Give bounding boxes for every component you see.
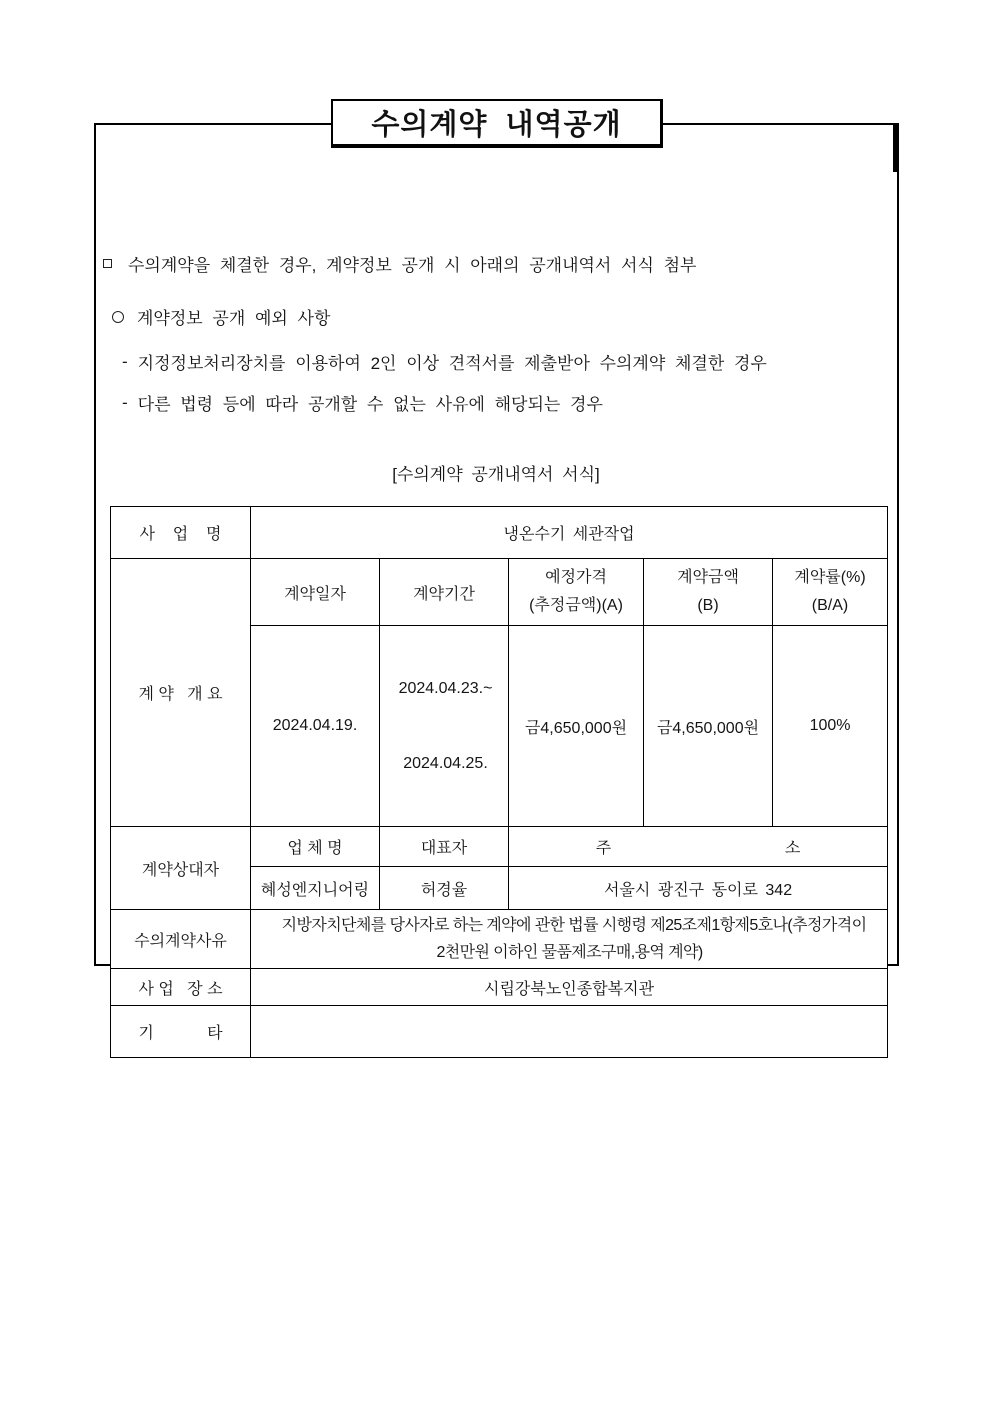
circle-bullet-icon — [112, 311, 124, 323]
intro-line-3-text: 지정정보처리장치를 이용하여 2인 이상 견적서를 제출받아 수의계약 체결한 경우 — [137, 354, 767, 373]
disclosure-table — [110, 506, 888, 1058]
ceo-header: 대표자 — [380, 827, 509, 867]
contract-amount-value: 금4,650,000원 — [644, 626, 773, 827]
company-value: 혜성엔지니어링 — [251, 867, 380, 910]
row-etc — [111, 1006, 888, 1058]
intro-line-3 — [122, 349, 767, 374]
contract-period-value — [380, 626, 509, 827]
document-title-box — [331, 99, 663, 148]
intro-line-2-text: 계약정보 공개 예외 사항 — [137, 309, 331, 328]
dash-icon: - — [122, 392, 128, 412]
contract-rate-value: 100% — [773, 626, 888, 827]
address-header-left: 주 — [595, 840, 612, 857]
row-reason — [111, 910, 888, 969]
ceo-value: 허경율 — [380, 867, 509, 910]
contract-date-header: 계약일자 — [251, 559, 380, 626]
row-overview-headers — [111, 559, 888, 626]
form-title: [수의계약 공개내역서 서식] — [392, 465, 600, 484]
etc-label: 기 타 — [111, 1006, 251, 1058]
row-project-name — [111, 507, 888, 559]
project-name-label: 사 업 명 — [111, 507, 251, 559]
contract-period-line2: 2024.04.25. — [403, 755, 488, 772]
site-value: 시립강북노인종합복지관 — [251, 969, 888, 1006]
contract-period-line1: 2024.04.23.~ — [398, 680, 493, 697]
address-value: 서울시 광진구 동이로 342 — [509, 867, 888, 910]
contract-rate-header — [773, 559, 888, 626]
intro-line-1 — [103, 251, 696, 276]
reason-line1: 지방자치단체를 당사자로 하는 계약에 관한 법률 시행령 제25조제1항제5호나(추정가격이 — [281, 917, 867, 934]
site-label: 사 업 장 소 — [111, 969, 251, 1006]
row-site — [111, 969, 888, 1006]
dash-icon: - — [122, 351, 128, 371]
square-bullet-icon — [103, 259, 112, 268]
intro-line-4-text: 다른 법령 등에 따라 공개할 수 없는 사유에 해당되는 경우 — [137, 395, 603, 414]
contract-rate-header-line1: 계약률(%) — [794, 569, 866, 586]
intro-line-2 — [112, 304, 330, 329]
address-header-right: 소 — [784, 840, 801, 857]
frame-right-accent — [893, 123, 899, 172]
overview-label: 계 약 개 요 — [111, 559, 251, 827]
reason-line2: 2천만원 이하인 물품제조구매,용역 계약) — [436, 944, 703, 961]
reason-label: 수의계약사유 — [111, 910, 251, 969]
contract-period-header: 계약기간 — [380, 559, 509, 626]
reason-value — [251, 910, 888, 969]
intro-line-4 — [122, 390, 603, 415]
company-header: 업 체 명 — [251, 827, 380, 867]
project-name-value: 냉온수기 세관작업 — [251, 507, 888, 559]
contract-amount-header-line1: 계약금액 — [677, 569, 739, 586]
contract-amount-header — [644, 559, 773, 626]
contract-date-value: 2024.04.19. — [251, 626, 380, 827]
estimated-price-value: 금4,650,000원 — [509, 626, 644, 827]
estimated-price-header-line2: (추정금액)(A) — [529, 597, 623, 614]
contract-amount-header-line2: (B) — [697, 597, 719, 614]
row-party-headers — [111, 827, 888, 867]
page-title: 수의계약 내역공개 — [371, 109, 622, 141]
estimated-price-header-line1: 예정가격 — [545, 569, 607, 586]
address-header — [509, 827, 888, 867]
etc-value — [251, 1006, 888, 1058]
contract-rate-header-line2: (B/A) — [811, 597, 849, 614]
intro-line-1-text: 수의계약을 체결한 경우, 계약정보 공개 시 아래의 공개내역서 서식 첨부 — [128, 256, 697, 275]
party-label: 계약상대자 — [111, 827, 251, 910]
estimated-price-header — [509, 559, 644, 626]
